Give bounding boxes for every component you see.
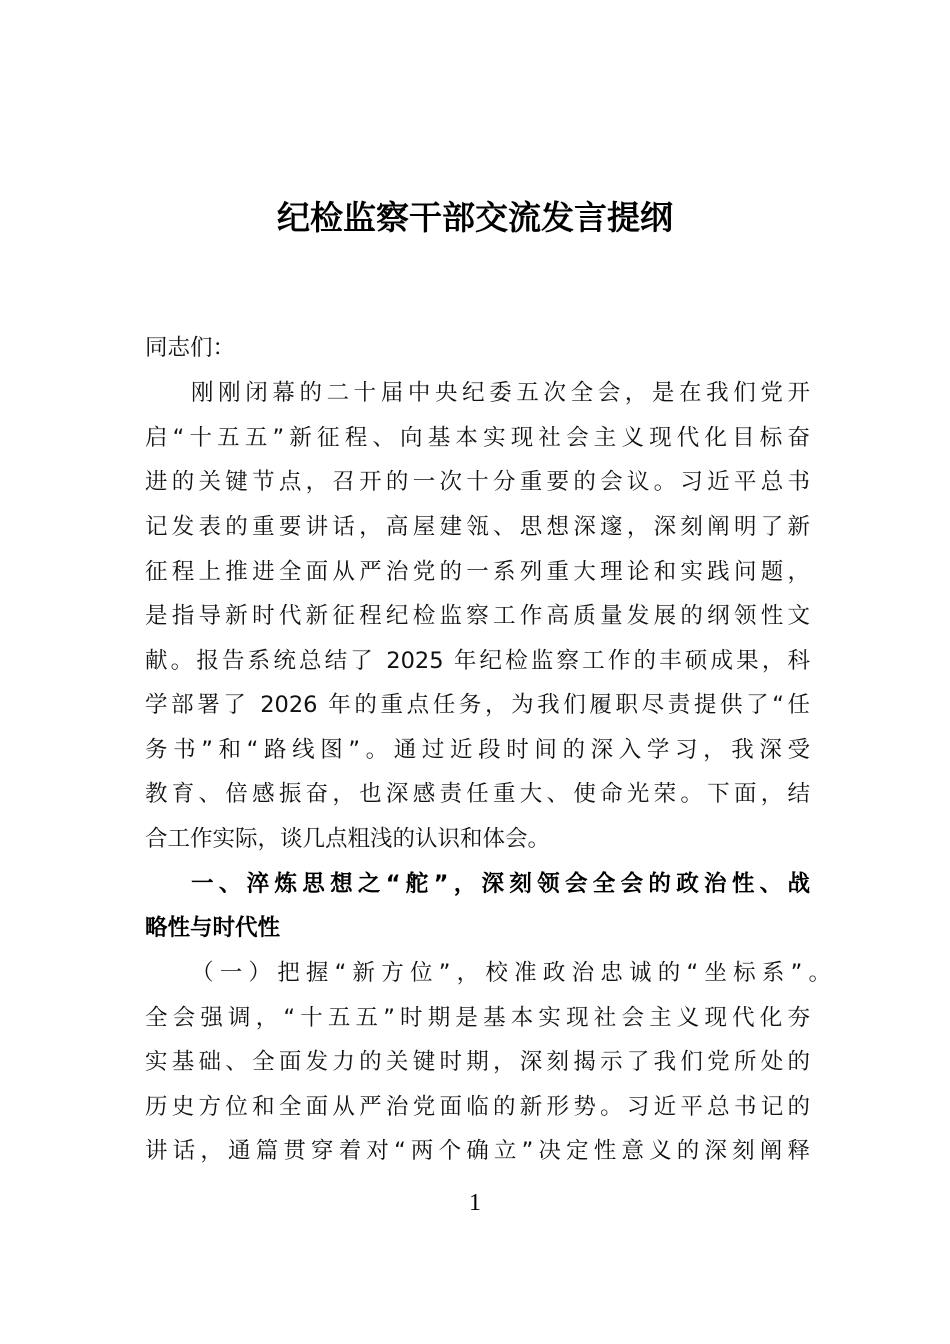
subsection-heading-line: （一）把握“新方位”，校准政治忠诚的“坐标系”。	[191, 960, 831, 986]
paragraph-line: 启“十五五”新征程、向基本实现社会主义现代化目标奋	[145, 425, 810, 451]
paragraph-line: 务书”和“路线图”。通过近段时间的深入学习，我深受	[145, 737, 810, 763]
heading-line: 一、淬炼思想之“舵”，深刻领会全会的政治性、战	[191, 871, 810, 897]
paragraph-line: 进的关键节点，召开的一次十分重要的会议。习近平总书	[145, 469, 810, 495]
heading-line: 略性与时代性	[145, 915, 281, 941]
page-number: 1	[469, 1190, 481, 1216]
paragraph-line: 征程上推进全面从严治党的一系列重大理论和实践问题，	[145, 559, 810, 585]
paragraph-line: 记发表的重要讲话，高屋建瓴、思想深邃，深刻阐明了新	[145, 514, 810, 540]
paragraph-line: 献。报告系统总结了 2025 年纪检监察工作的丰硕成果，科	[145, 648, 810, 674]
paragraph-line: 教育、倍感振奋，也深感责任重大、使命光荣。下面，结	[145, 781, 810, 807]
paragraph-line: 实基础、全面发力的关键时期，深刻揭示了我们党所处的	[145, 1049, 810, 1075]
salutation: 同志们：	[145, 335, 236, 361]
paragraph-line: 讲话，通篇贯穿着对“两个确立”决定性意义的深刻阐释	[145, 1138, 810, 1164]
paragraph-line: 合工作实际，谈几点粗浅的认识和体会。	[145, 826, 551, 852]
paragraph-line: 刚刚闭幕的二十届中央纪委五次全会，是在我们党开	[191, 380, 810, 406]
document-title: 纪检监察干部交流发言提纲	[277, 198, 673, 237]
paragraph-line: 是指导新时代新征程纪检监察工作高质量发展的纲领性文	[145, 603, 810, 629]
paragraph-line: 历史方位和全面从严治党面临的新形势。习近平总书记的	[145, 1094, 810, 1120]
paragraph-line: 学部署了 2026 年的重点任务，为我们履职尽责提供了“任	[145, 692, 810, 718]
paragraph-line: 全会强调，“十五五”时期是基本实现社会主义现代化夯	[145, 1005, 810, 1031]
